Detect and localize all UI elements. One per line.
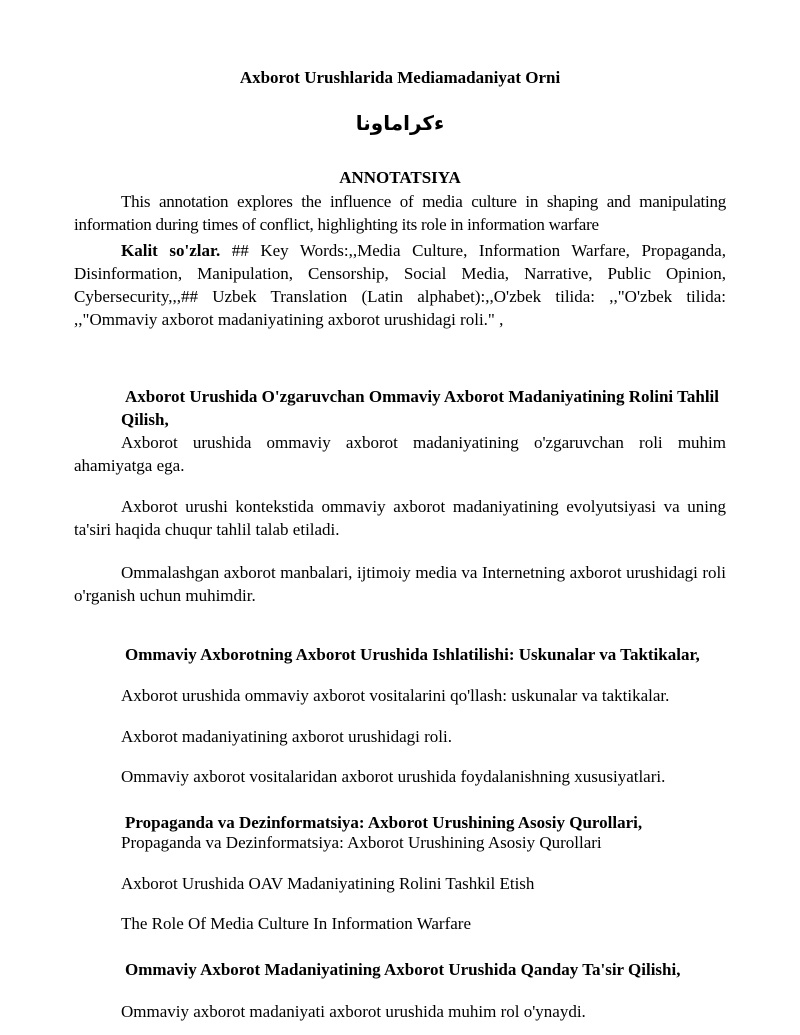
section-line: Propaganda va Dezinformatsiya: Axborot Urushining Asosiy Qurollari xyxy=(121,833,602,852)
keywords-paragraph xyxy=(74,239,726,331)
section-heading: Propaganda va Dezinformatsiya: Axborot Urushining Asosiy Qurollari, xyxy=(125,813,643,832)
section-line: Ommaviy axborot madaniyati axborot urushida muhim rol o'ynaydi. xyxy=(121,1002,586,1021)
section-heading: Axborot Urushida O'zgaruvchan Ommaviy Axborot Madaniyatining Rolini Tahlil Qilish, xyxy=(121,387,720,429)
section-line: Axborot urushida ommaviy axborot vositalarini qo'llash: uskunalar va taktikalar. xyxy=(121,686,670,705)
document-title: Axborot Urushlarida Mediamadaniyat Orni xyxy=(239,68,561,87)
author-name: ءكراماونا xyxy=(355,111,445,135)
keywords-label: Kalit so'zlar. xyxy=(121,241,221,260)
section-paragraph: Axborot urushi kontekstida ommaviy axborot madaniyatining evolyutsiyasi va uning ta'siri haqida chuqur tahlil talab etiladi. xyxy=(74,497,726,539)
section-heading: Ommaviy Axborotning Axborot Urushida Ishlatilishi: Uskunalar va Taktikalar, xyxy=(125,645,700,664)
section-heading: Ommaviy Axborot Madaniyatining Axborot Urushida Qanday Ta'sir Qilishi, xyxy=(125,960,681,979)
section-paragraph: Axborot urushida ommaviy axborot madaniyatining o'zgaruvchan roli muhim ahamiyatga ega. xyxy=(74,433,726,475)
section-line: Axborot Urushida OAV Madaniyatining Rolini Tashkil Etish xyxy=(121,874,535,893)
section-paragraph: Ommalashgan axborot manbalari, ijtimoiy media va Internetning axborot urushidagi roli o'rganish uchun muhimdir. xyxy=(74,563,726,605)
abstract-paragraph: This annotation explores the influence of media culture in shaping and manipulating information during times of conflict, highlighting its role in information warfare xyxy=(74,192,726,234)
keywords-text: ## Key Words:,,Media Culture, Information Warfare, Propaganda, Disinformation, Manipulation, Censorship, Social Media, Narrative, Public Opinion, Cybersecurity,,,## Uzbek Translation (Latin alphabet):,,O'zbek tilida: ,,"O'zbek tilida: ,,"Ommaviy axborot madaniyatining axborot urushidagi roli." , xyxy=(74,241,726,329)
section-line: Ommaviy axborot vositalaridan axborot urushida foydalanishning xususiyatlari. xyxy=(121,767,666,786)
section-line: Axborot madaniyatining axborot urushidagi roli. xyxy=(121,727,452,746)
annotation-heading: ANNOTATSIYA xyxy=(339,168,461,187)
section-line: The Role Of Media Culture In Information Warfare xyxy=(121,914,472,933)
